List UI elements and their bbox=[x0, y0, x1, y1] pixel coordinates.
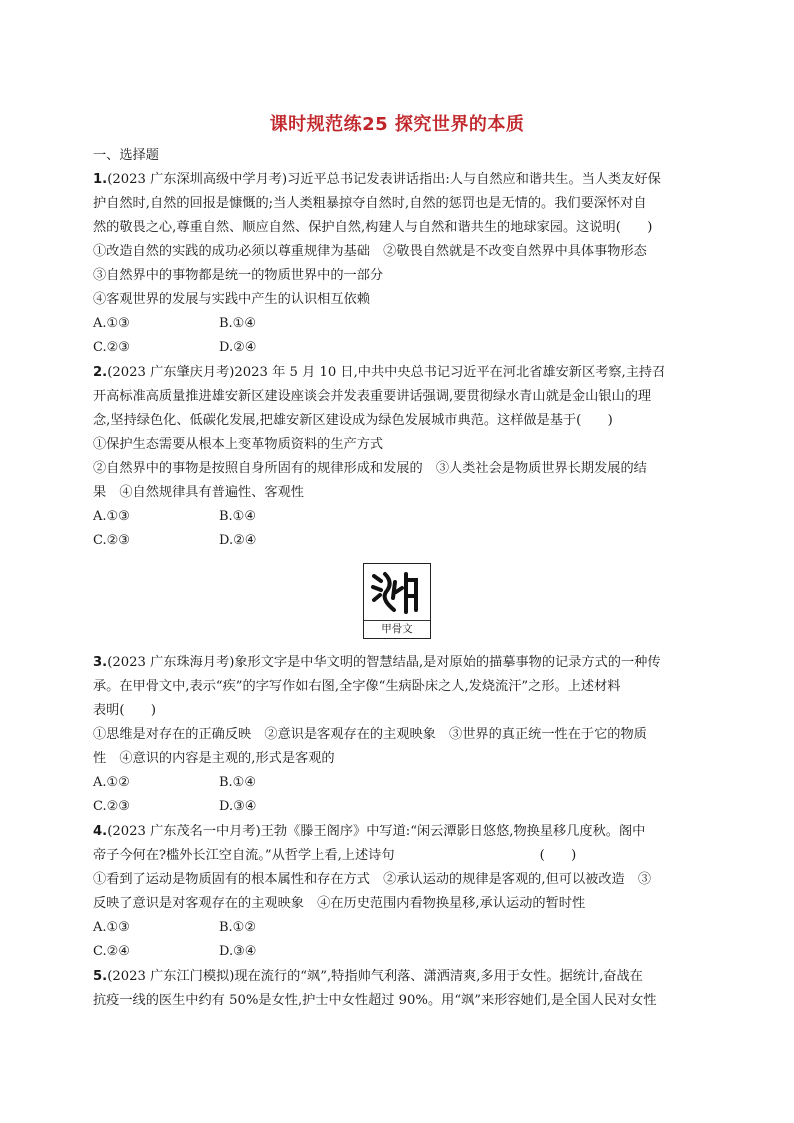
oracle-bone-character-icon bbox=[368, 568, 426, 616]
page-title: 课时规范练25 探究世界的本质 bbox=[269, 114, 525, 135]
question-3-option-d: D.③④ bbox=[219, 799, 257, 814]
question-4-line-3: ①看到了运动是物质固有的根本属性和存在方式 ②承认运动的规律是客观的,但可以被改造 ③ bbox=[93, 872, 652, 887]
question-3-line-2: 承。在甲骨文中,表示“疾”的字写作如右图,全字像“生病卧床之人,发烧流汗”之形。上述材料 bbox=[93, 679, 621, 694]
question-1-line-6: ④客观世界的发展与实践中产生的认识相互依赖 bbox=[93, 292, 370, 307]
question-1-line-5: ③自然界中的事物都是统一的物质世界中的一部分 bbox=[93, 268, 384, 283]
question-2-option-c: C.②③ bbox=[93, 533, 130, 548]
question-number: 4. bbox=[93, 824, 108, 839]
question-number: 5. bbox=[93, 969, 108, 984]
question-2-option-b: B.①④ bbox=[219, 509, 256, 524]
section-heading: 一、选择题 bbox=[93, 148, 159, 163]
question-4-option-c: C.②④ bbox=[93, 944, 130, 959]
question-1-line-3: 然的敬畏之心,尊重自然、顺应自然、保护自然,构建人与自然和谐共生的地球家园。这说明( ) bbox=[93, 220, 653, 235]
question-1-line-1: 1.(2023 广东深圳高级中学月考)习近平总书记发表讲话指出:人与自然应和谐共生。当人类友好保 bbox=[93, 172, 661, 187]
question-1-option-d: D.②④ bbox=[219, 340, 257, 355]
question-2-line-6: 果 ④自然规律具有普遍性、客观性 bbox=[93, 485, 304, 500]
question-3-option-b: B.①④ bbox=[219, 775, 256, 790]
question-2-line-3: 念,坚持绿色化、低碳化发展,把雄安新区建设成为绿色发展城市典范。这样做是基于( ) bbox=[93, 413, 613, 428]
question-3-line-3: 表明( ) bbox=[93, 703, 157, 718]
question-4-line-2: 帝子今何在?槛外长江空自流。”从哲学上看,上述诗句 ( ) bbox=[93, 848, 577, 863]
question-2-line-1: 2.(2023 广东肇庆月考)2023 年 5 月 10 日,中共中央总书记习近平在河北省雄安新区考察,主持召 bbox=[93, 365, 666, 380]
question-4-option-d: D.③④ bbox=[219, 944, 257, 959]
question-1-option-c: C.②③ bbox=[93, 340, 130, 355]
question-4-option-a: A.①③ bbox=[93, 920, 130, 935]
question-1-line-2: 护自然时,自然的回报是慷慨的;当人类粗暴掠夺自然时,自然的惩罚也是无情的。我们要深怀对自 bbox=[93, 196, 647, 211]
question-number: 1. bbox=[93, 172, 108, 187]
question-3-option-c: C.②③ bbox=[93, 799, 130, 814]
question-4-option-b: B.①② bbox=[219, 920, 256, 935]
figure-caption: 甲骨文 bbox=[381, 623, 413, 635]
question-5-line-1: 5.(2023 广东江门模拟)现在流行的“飒”,特指帅气利落、潇洒清爽,多用于女性。据统计,奋战在 bbox=[93, 969, 643, 984]
question-2-option-a: A.①③ bbox=[93, 509, 130, 524]
question-1-line-4: ①改造自然的实践的成功必须以尊重规律为基础 ②敬畏自然就是不改变自然界中具体事物形态 bbox=[93, 244, 647, 259]
question-1-option-b: B.①④ bbox=[219, 316, 256, 331]
question-3-line-5: 性 ④意识的内容是主观的,形式是客观的 bbox=[93, 751, 335, 766]
question-2-line-5: ②自然界中的事物是按照自身所固有的规律形成和发展的 ③人类社会是物质世界长期发展的结 bbox=[93, 461, 647, 476]
question-2-option-d: D.②④ bbox=[219, 533, 257, 548]
question-number: 2. bbox=[93, 365, 108, 380]
question-3-line-4: ①思维是对存在的正确反映 ②意识是客观存在的主观映象 ③世界的真正统一性在于它的物质 bbox=[93, 727, 647, 742]
question-5-line-2: 抗疫一线的医生中约有 50%是女性,护士中女性超过 90%。用“飒”来形容她们,是全国人民对女性 bbox=[93, 993, 657, 1008]
question-1-option-a: A.①③ bbox=[93, 316, 130, 331]
question-3-option-a: A.①② bbox=[93, 775, 130, 790]
question-3-line-1: 3.(2023 广东珠海月考)象形文字是中华文明的智慧结晶,是对原始的描摹事物的记录方式的一种传 bbox=[93, 655, 661, 670]
question-2-line-2: 开高标准高质量推进雄安新区建设座谈会并发表重要讲话强调,要贯彻绿水青山就是金山银山的理 bbox=[93, 389, 652, 404]
question-number: 3. bbox=[93, 655, 108, 670]
question-4-line-1: 4.(2023 广东茂名一中月考)王勃《滕王阁序》中写道:“闲云潭影日悠悠,物换星移几度秋。阁中 bbox=[93, 824, 646, 839]
question-2-line-4: ①保护生态需要从根本上变革物质资料的生产方式 bbox=[93, 437, 384, 452]
question-4-line-4: 反映了意识是对客观存在的主观映象 ④在历史范围内看物换星移,承认运动的暂时性 bbox=[93, 896, 586, 911]
oracle-bone-figure bbox=[363, 563, 431, 639]
